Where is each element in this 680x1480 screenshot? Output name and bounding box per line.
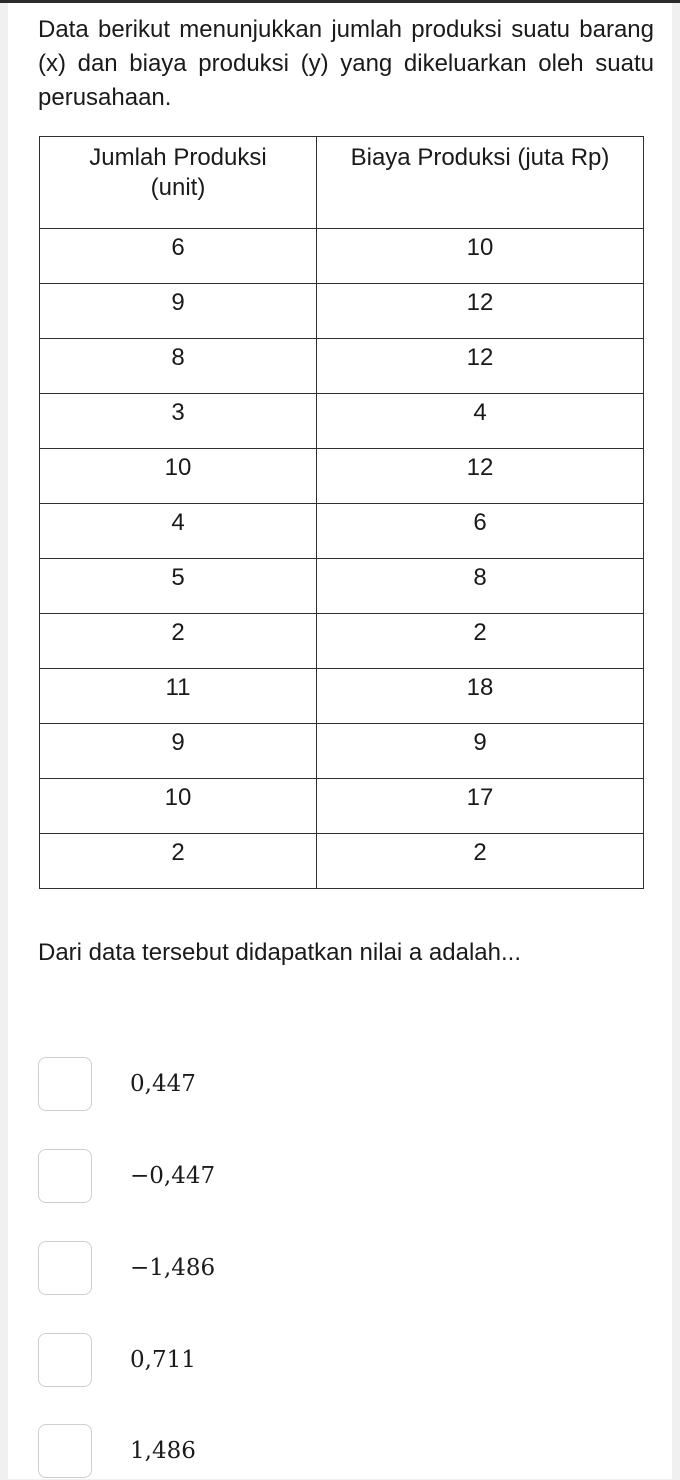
cell-x: 10: [40, 779, 317, 834]
answer-option-5[interactable]: [38, 1424, 638, 1480]
option-checkbox[interactable]: [38, 1424, 92, 1478]
cell-y: 4: [317, 394, 644, 449]
table-row: [40, 394, 644, 449]
header-biaya-produksi: Biaya Produksi (juta Rp): [317, 137, 644, 229]
table-row: [40, 724, 644, 779]
cell-x: 2: [40, 614, 317, 669]
question-card: [8, 3, 672, 1479]
table-row: [40, 339, 644, 394]
cell-y: 2: [317, 834, 644, 889]
cell-y: 6: [317, 504, 644, 559]
intro-text: Data berikut menunjukkan jumlah produksi suatu barang (x) dan biaya produksi (y) yang dikeluarkan oleh suatu perusahaan.: [38, 16, 654, 111]
cell-x: 10: [40, 449, 317, 504]
option-checkbox[interactable]: [38, 1057, 92, 1111]
table-row: [40, 229, 644, 284]
option-checkbox[interactable]: [38, 1241, 92, 1295]
cell-y: 9: [317, 724, 644, 779]
option-label: 1,486: [130, 1438, 196, 1464]
cell-y: 18: [317, 669, 644, 724]
cell-x: 5: [40, 559, 317, 614]
answer-option-1[interactable]: [38, 1057, 638, 1113]
answer-option-3[interactable]: [38, 1241, 638, 1297]
table-row: [40, 779, 644, 834]
table-row: [40, 284, 644, 339]
cell-y: 12: [317, 339, 644, 394]
table-row: [40, 669, 644, 724]
table-row: [40, 504, 644, 559]
table-row: [40, 834, 644, 889]
cell-y: 12: [317, 449, 644, 504]
cell-x: 3: [40, 394, 317, 449]
option-checkbox[interactable]: [38, 1149, 92, 1203]
table-row: [40, 614, 644, 669]
cell-x: 11: [40, 669, 317, 724]
cell-x: 2: [40, 834, 317, 889]
cell-x: 9: [40, 724, 317, 779]
cell-y: 10: [317, 229, 644, 284]
answer-option-2[interactable]: [38, 1149, 638, 1205]
cell-y: 2: [317, 614, 644, 669]
option-label: 0,447: [130, 1071, 196, 1097]
option-label: −1,486: [130, 1255, 216, 1281]
cell-x: 6: [40, 229, 317, 284]
option-label: −0,447: [130, 1163, 216, 1189]
cell-y: 8: [317, 559, 644, 614]
table-header-row: [40, 137, 644, 229]
cell-y: 17: [317, 779, 644, 834]
cell-x: 8: [40, 339, 317, 394]
header-jumlah-produksi: Jumlah Produksi (unit): [40, 137, 317, 229]
table-row: [40, 449, 644, 504]
cell-x: 4: [40, 504, 317, 559]
answer-option-4[interactable]: [38, 1333, 638, 1389]
question-text: Dari data tersebut didapatkan nilai a adalah...: [38, 939, 521, 966]
option-checkbox[interactable]: [38, 1333, 92, 1387]
cell-y: 12: [317, 284, 644, 339]
option-label: 0,711: [130, 1347, 196, 1373]
cell-x: 9: [40, 284, 317, 339]
data-table: [39, 136, 644, 889]
table-row: [40, 559, 644, 614]
